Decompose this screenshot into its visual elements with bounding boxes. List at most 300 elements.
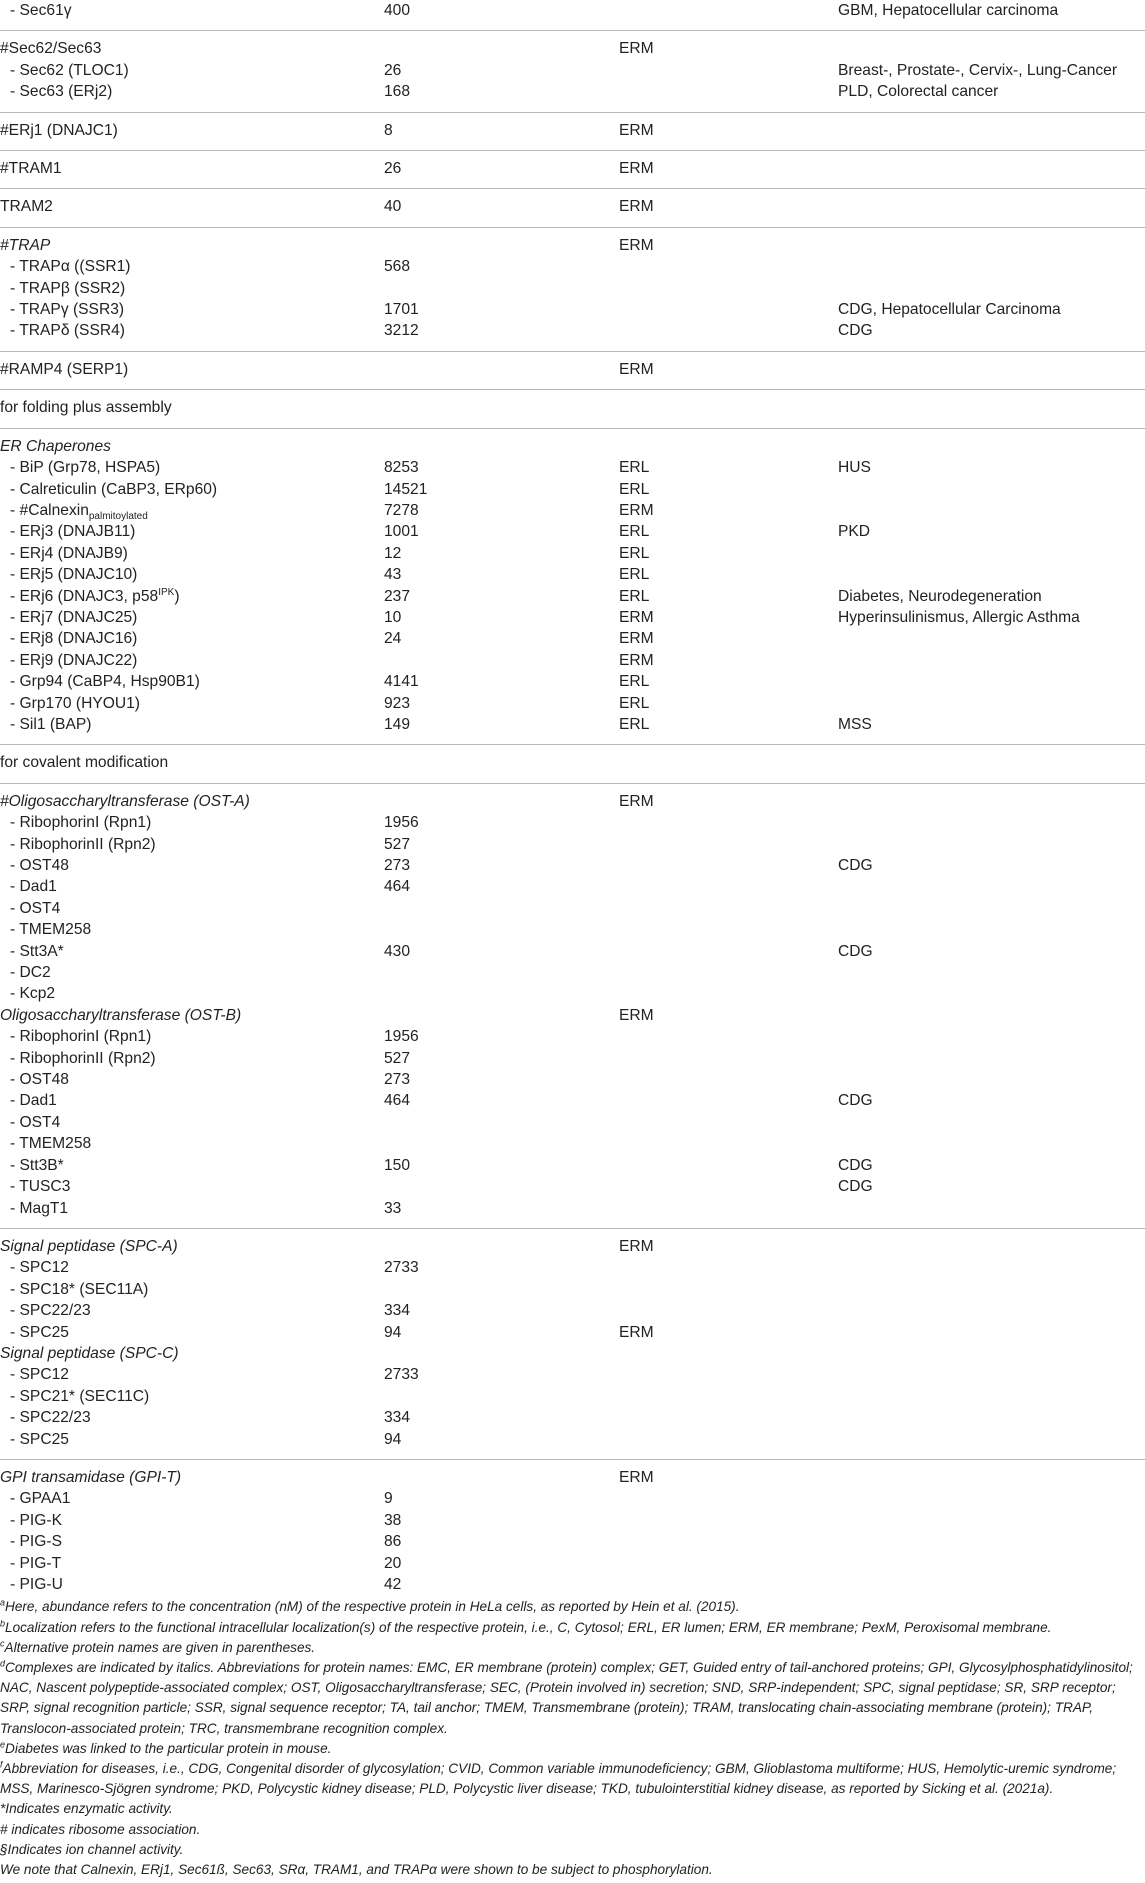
localization-cell — [619, 1176, 838, 1197]
disease-cell — [838, 1553, 1145, 1574]
localization-cell: ERM — [619, 189, 838, 227]
protein-name-cell — [0, 1005, 384, 1026]
protein-name: - Dad1 — [10, 1092, 57, 1110]
abundance-cell: 334 — [384, 1302, 411, 1320]
disease-cell: CDG, Hepatocellular Carcinoma — [838, 301, 1061, 319]
localization-cell: ERM — [619, 630, 654, 648]
disease-cell — [838, 112, 1145, 150]
table-row — [0, 983, 1145, 1004]
footnote — [0, 1820, 1145, 1840]
protein-name: - SPC25 — [10, 1323, 69, 1341]
table-row — [0, 351, 1145, 389]
protein-name-subscript: palmitoylated — [88, 511, 148, 522]
disease-cell — [838, 650, 1145, 671]
localization-cell — [619, 1069, 838, 1090]
disease-cell — [838, 1133, 1145, 1154]
protein-name: - ERj9 (DNAJC22) — [10, 651, 138, 669]
footnote-mark: e — [0, 1739, 6, 1750]
footnote-text: Here, abundance refers to the concentration (nM) of the respective protein in HeLa cells, as reported by Hein et al. (2015). — [5, 1599, 740, 1615]
table-row — [0, 479, 1145, 500]
disease-cell — [838, 500, 1145, 521]
protein-name: - PIG-K — [10, 1511, 62, 1529]
localization-cell — [619, 1488, 838, 1509]
table-row — [0, 1155, 1145, 1176]
table-row — [0, 714, 1145, 745]
protein-name: - RibophorinII (Rpn2) — [10, 1049, 156, 1067]
disease-cell — [838, 1488, 1145, 1509]
footnote — [0, 1638, 1145, 1658]
table-row — [0, 1069, 1145, 1090]
localization-cell — [619, 256, 838, 277]
protein-name-cell — [0, 1343, 384, 1364]
protein-name-cell — [0, 1574, 384, 1595]
disease-cell — [838, 628, 1145, 649]
localization-cell — [619, 919, 838, 940]
footnote — [0, 1739, 1145, 1759]
footnote-text: We note that Calnexin, ERj1, Sec61ß, Sec63, SRα, TRAM1, and TRAPα were shown to be subject to phosphorylation. — [0, 1862, 713, 1878]
table-row — [0, 1228, 1145, 1257]
localization-cell: ERM — [619, 1237, 654, 1255]
protein-name-cell — [0, 1133, 384, 1154]
footnote-text: Localization refers to the functional intracellular localization(s) of the respective protein, i.e., C, Cytosol; ERL, ER lumen; ERM, ER membrane; PexM, Peroxisomal membrane. — [5, 1619, 1052, 1635]
protein-name: - MagT1 — [10, 1199, 69, 1217]
disease-cell: CDG — [838, 1156, 873, 1174]
protein-name-cell — [0, 1531, 384, 1552]
abundance-cell: 568 — [384, 258, 411, 276]
table-row — [0, 1112, 1145, 1133]
disease-cell: Hyperinsulinismus, Allergic Asthma — [838, 608, 1080, 626]
abundance-cell: 10 — [384, 608, 402, 626]
table-row — [0, 607, 1145, 628]
protein-name: - ERj5 (DNAJC10) — [10, 566, 138, 584]
localization-cell: ERL — [619, 673, 650, 691]
protein-name-cell — [0, 479, 384, 500]
table-row — [0, 1429, 1145, 1460]
protein-name: - ERj7 (DNAJC25) — [10, 608, 138, 626]
abundance-cell: 334 — [384, 1409, 411, 1427]
abundance-cell — [384, 783, 619, 812]
abundance-cell — [384, 1005, 619, 1026]
abundance-cell: 33 — [384, 1198, 619, 1229]
table-row — [0, 1133, 1145, 1154]
protein-name: - SPC12 — [10, 1259, 69, 1277]
localization-cell — [619, 1510, 838, 1531]
abundance-cell — [384, 962, 619, 983]
protein-name-cell — [0, 1322, 384, 1343]
protein-name: - Kcp2 — [10, 985, 56, 1003]
protein-name-cell — [0, 1364, 384, 1385]
footnote — [0, 1597, 1145, 1617]
footnote-mark: a — [0, 1597, 6, 1608]
protein-name: - OST4 — [10, 899, 61, 917]
protein-name: - Sec63 (ERj2) — [10, 83, 113, 101]
abundance-cell: 1956 — [384, 1028, 419, 1046]
table-row — [0, 1531, 1145, 1552]
protein-name: - GPAA1 — [10, 1490, 71, 1508]
protein-name-cell — [0, 1026, 384, 1047]
disease-cell — [838, 693, 1145, 714]
disease-cell: PKD — [838, 523, 871, 541]
disease-cell — [838, 189, 1145, 227]
disease-cell: CDG — [838, 1092, 873, 1110]
table-row — [0, 941, 1145, 962]
protein-name: - TMEM258 — [10, 1135, 92, 1153]
disease-cell — [838, 256, 1145, 277]
localization-cell — [619, 1300, 838, 1321]
protein-name-cell — [0, 1407, 384, 1428]
footnote-text: §Indicates ion channel activity. — [0, 1841, 184, 1857]
protein-name: - Stt3B* — [10, 1156, 64, 1174]
abundance-cell: 237 — [384, 587, 411, 605]
abundance-cell — [384, 1133, 619, 1154]
localization-cell — [619, 1553, 838, 1574]
localization-cell: ERL — [619, 459, 650, 477]
disease-cell — [838, 671, 1145, 692]
protein-name-cell — [0, 1553, 384, 1574]
protein-name-cell — [0, 693, 384, 714]
protein-name-cell — [0, 834, 384, 855]
table-row — [0, 628, 1145, 649]
protein-name-cell — [0, 783, 384, 812]
protein-name-cell — [0, 189, 384, 227]
protein-name-cell — [0, 1459, 384, 1488]
protein-name-cell — [0, 428, 384, 457]
disease-cell — [838, 1343, 1145, 1364]
protein-name: - TMEM258 — [10, 921, 92, 939]
disease-cell — [838, 983, 1145, 1004]
footnote-text: Diabetes was linked to the particular protein in mouse. — [5, 1740, 332, 1756]
localization-cell — [619, 1198, 838, 1229]
localization-cell — [619, 962, 838, 983]
disease-cell — [838, 1198, 1145, 1229]
protein-name: - Stt3A* — [10, 942, 64, 960]
table-row — [0, 1510, 1145, 1531]
abundance-cell: 43 — [384, 566, 402, 584]
disease-cell: Breast-, Prostate-, Cervix-, Lung-Cancer — [838, 61, 1118, 79]
localization-cell — [619, 1364, 838, 1385]
table-row — [0, 428, 1145, 457]
protein-name-cell — [0, 1069, 384, 1090]
protein-name-cell — [0, 81, 384, 112]
footnote — [0, 1759, 1145, 1799]
disease-cell — [838, 783, 1145, 812]
protein-name-cell — [0, 1279, 384, 1300]
disease-cell — [838, 834, 1145, 855]
abundance-cell: 8253 — [384, 459, 419, 477]
localization-cell — [619, 1531, 838, 1552]
protein-name-cell — [0, 855, 384, 876]
abundance-cell: 149 — [384, 714, 619, 745]
disease-cell — [838, 876, 1145, 897]
localization-cell — [619, 278, 838, 299]
table-row — [0, 543, 1145, 564]
abundance-cell — [384, 1279, 619, 1300]
localization-cell — [619, 1407, 838, 1428]
abundance-cell: 1701 — [384, 301, 419, 319]
abundance-cell: 1001 — [384, 523, 419, 541]
table-row — [0, 1343, 1145, 1364]
protein-name: - OST48 — [10, 1071, 69, 1089]
localization-cell — [619, 834, 838, 855]
disease-cell — [838, 151, 1145, 189]
table-row — [0, 227, 1145, 256]
disease-cell — [838, 227, 1145, 256]
localization-cell: ERM — [619, 792, 654, 810]
protein-name: Oligosaccharyltransferase (OST-B) — [0, 1006, 242, 1024]
localization-cell — [619, 81, 838, 112]
table-row — [0, 1176, 1145, 1197]
protein-name-cell — [0, 812, 384, 833]
protein-name: - Calreticulin (CaBP3, ERp60) — [10, 480, 218, 498]
abundance-cell — [384, 1459, 619, 1488]
protein-name-cell — [0, 1198, 384, 1229]
table-row — [0, 693, 1145, 714]
localization-cell — [619, 876, 838, 897]
localization-cell — [619, 1279, 838, 1300]
protein-name-cell — [0, 607, 384, 628]
protein-name-cell — [0, 650, 384, 671]
abundance-cell: 527 — [384, 1049, 411, 1067]
disease-cell — [838, 1574, 1145, 1595]
protein-name-cell — [0, 962, 384, 983]
table-row — [0, 564, 1145, 585]
abundance-cell: 24 — [384, 630, 402, 648]
protein-name-cell — [0, 112, 384, 150]
localization-cell — [619, 1048, 838, 1069]
table-row — [0, 671, 1145, 692]
protein-name-cell — [0, 1510, 384, 1531]
protein-name: ER Chaperones — [0, 437, 111, 455]
abundance-cell: 86 — [384, 1533, 402, 1551]
protein-name-cell — [0, 1048, 384, 1069]
localization-cell: ERL — [619, 544, 650, 562]
footnote-mark: d — [0, 1658, 6, 1669]
protein-name: GPI transamidase (GPI-T) — [0, 1468, 182, 1486]
table-row — [0, 500, 1145, 521]
abundance-cell — [384, 1386, 619, 1407]
protein-name-cell — [0, 1228, 384, 1257]
protein-name-cell — [0, 543, 384, 564]
footnote — [0, 1658, 1145, 1739]
disease-cell — [838, 1048, 1145, 1069]
protein-name-cell — [0, 351, 384, 389]
disease-cell — [838, 1386, 1145, 1407]
protein-name: - BiP (Grp78, HSPA5) — [10, 459, 161, 477]
localization-cell — [619, 855, 838, 876]
abundance-cell: 2733 — [384, 1366, 419, 1384]
protein-name: #TRAP — [0, 236, 51, 254]
protein-name-cell — [0, 628, 384, 649]
localization-cell: ERM — [619, 1006, 654, 1024]
localization-cell — [619, 0, 838, 31]
abundance-cell: 150 — [384, 1156, 411, 1174]
footnote-mark: b — [0, 1618, 6, 1629]
abundance-cell — [384, 1112, 619, 1133]
disease-cell — [838, 1279, 1145, 1300]
table-row — [0, 898, 1145, 919]
protein-name: - Grp94 (CaBP4, Hsp90B1) — [10, 673, 200, 691]
localization-cell: ERM — [619, 651, 654, 669]
table-row — [0, 1574, 1145, 1595]
protein-name-cell — [0, 278, 384, 299]
protein-name: - TRAPβ (SSR2) — [10, 279, 126, 297]
protein-name-cell — [0, 60, 384, 81]
protein-name: - SPC22/23 — [10, 1302, 91, 1320]
abundance-cell: 14521 — [384, 480, 428, 498]
abundance-cell: 20 — [384, 1554, 402, 1572]
protein-name-cell — [0, 1429, 384, 1460]
disease-cell — [838, 278, 1145, 299]
protein-name: - Dad1 — [10, 878, 57, 896]
disease-cell: CDG — [838, 942, 873, 960]
abundance-cell: 2733 — [384, 1259, 419, 1277]
table-row — [0, 457, 1145, 478]
table-row — [0, 1005, 1145, 1026]
footnote-text: Abbreviation for diseases, i.e., CDG, Congenital disorder of glycosylation; CVID, Common variable immunodeficiency; GBM, Glioblastoma multiforme; HUS, Hemolytic-uremic syndrome; MSS, Marinesco-Sjögren syndrome; PKD, Polycystic kidney disease; PLD, Polycystic liver disease; TKD, tubulointerstitial kidney disease, as reported by Sicking et al. (2021a). — [0, 1761, 1117, 1797]
localization-cell — [619, 1429, 838, 1460]
localization-cell: ERL — [619, 714, 838, 745]
disease-cell — [838, 351, 1145, 389]
abundance-cell: 1956 — [384, 814, 419, 832]
abundance-cell: 273 — [384, 857, 411, 874]
table-row — [0, 1026, 1145, 1047]
protein-name-cell — [0, 1300, 384, 1321]
protein-name-cell — [0, 299, 384, 320]
protein-name: - ERj6 (DNAJC3, p58 — [10, 587, 159, 605]
localization-cell: ERM — [619, 236, 654, 254]
localization-cell: ERM — [619, 40, 654, 58]
protein-name-cell — [0, 1090, 384, 1111]
protein-name: - Sec61γ — [10, 2, 72, 19]
table-row — [0, 1048, 1145, 1069]
protein-name: - SPC22/23 — [10, 1409, 91, 1427]
abundance-cell: 94 — [384, 1323, 402, 1341]
protein-name: - ERj3 (DNAJB11) — [10, 523, 136, 541]
disease-cell: PLD, Colorectal cancer — [838, 81, 1145, 112]
disease-cell — [838, 1228, 1145, 1257]
table-row — [0, 256, 1145, 277]
disease-cell — [838, 1459, 1145, 1488]
disease-cell — [838, 1257, 1145, 1278]
protein-name: - PIG-S — [10, 1533, 62, 1551]
protein-name: - ERj8 (DNAJC16) — [10, 630, 138, 648]
table-row — [0, 112, 1145, 150]
disease-cell — [838, 1429, 1145, 1460]
table-row — [0, 299, 1145, 320]
localization-cell: ERM — [619, 1323, 654, 1341]
section-header-row — [0, 390, 1145, 428]
localization-cell — [619, 1090, 838, 1111]
table-row — [0, 31, 1145, 60]
section-label: for folding plus assembly — [0, 390, 1145, 428]
localization-cell: ERL — [619, 523, 650, 541]
disease-cell — [838, 543, 1145, 564]
abundance-cell — [384, 31, 619, 60]
table-row — [0, 1386, 1145, 1407]
protein-name-cell — [0, 564, 384, 585]
disease-cell — [838, 1531, 1145, 1552]
table-row — [0, 876, 1145, 897]
localization-cell: ERL — [619, 694, 650, 712]
protein-name-cell — [0, 671, 384, 692]
localization-cell: ERL — [619, 587, 650, 605]
localization-cell — [619, 60, 838, 81]
disease-cell — [838, 898, 1145, 919]
localization-cell: ERL — [619, 480, 650, 498]
table-row — [0, 855, 1145, 876]
table-row — [0, 521, 1145, 542]
abundance-cell — [384, 1228, 619, 1257]
protein-name-cell — [0, 898, 384, 919]
localization-cell — [619, 1386, 838, 1407]
disease-cell — [838, 962, 1145, 983]
disease-cell: GBM, Hepatocellular carcinoma — [838, 0, 1145, 31]
protein-name-cell — [0, 941, 384, 962]
disease-cell: CDG — [838, 320, 1145, 351]
table-row — [0, 278, 1145, 299]
protein-name: - PIG-T — [10, 1554, 62, 1572]
abundance-cell: 273 — [384, 1071, 411, 1089]
table-row — [0, 919, 1145, 940]
protein-name-cell — [0, 320, 384, 351]
protein-name-cell — [0, 919, 384, 940]
table-row — [0, 1553, 1145, 1574]
abundance-cell — [384, 983, 619, 1004]
protein-name-cell — [0, 1176, 384, 1197]
disease-cell: Diabetes, Neurodegeneration — [838, 587, 1042, 605]
protein-name-cell — [0, 714, 384, 745]
protein-name-cell — [0, 586, 384, 607]
localization-cell: ERM — [619, 351, 838, 389]
table-row — [0, 1459, 1145, 1488]
abundance-cell: 12 — [384, 544, 402, 562]
protein-name: - TRAPγ (SSR3) — [10, 301, 125, 319]
table-row — [0, 783, 1145, 812]
disease-cell — [838, 31, 1145, 60]
table-row — [0, 81, 1145, 112]
disease-cell — [838, 1322, 1145, 1343]
disease-cell — [838, 1069, 1145, 1090]
protein-name-cell — [0, 1112, 384, 1133]
protein-name: - SPC21* (SEC11C) — [10, 1387, 150, 1405]
table-row — [0, 1488, 1145, 1509]
footnote-text: *Indicates enzymatic activity. — [0, 1801, 173, 1817]
protein-name: Signal peptidase (SPC-A) — [0, 1237, 178, 1255]
protein-name: - Sec62 (TLOC1) — [10, 61, 129, 79]
abundance-cell — [384, 428, 619, 457]
abundance-cell: 400 — [384, 0, 619, 31]
table-row — [0, 834, 1145, 855]
disease-cell: HUS — [838, 459, 871, 477]
disease-cell — [838, 1510, 1145, 1531]
table-row — [0, 1300, 1145, 1321]
protein-name-cell — [0, 0, 384, 31]
localization-cell — [619, 812, 838, 833]
footnote-text: Complexes are indicated by italics. Abbreviations for protein names: EMC, ER membrane (protein) complex; GET, Guided entry of tail-anchored proteins; GPI, Glycosylphosphatidylinositol; NAC, Nascent polypeptide-associated complex; OST, Oligosaccharyltransferase; SEC, (Protein involved in) secretion; SND, SRP-independent; SPC, signal peptidase; SR, SRP receptor; SRP, signal recognition particle; SSR, signal sequence receptor; TA, tail anchor; TMEM, Transmembrane (protein); TRAM, translocating chain-associating membrane (protein); TRAP, Translocon-associated protein; TRC, transmembrane recognition complex. — [0, 1660, 1133, 1736]
table-row — [0, 1279, 1145, 1300]
abundance-cell: 94 — [384, 1429, 619, 1460]
protein-name-suffix: ) — [174, 587, 180, 605]
protein-name: - SPC18* (SEC11A) — [10, 1280, 149, 1298]
protein-name: - TUSC3 — [10, 1178, 71, 1196]
protein-name: #RAMP4 (SERP1) — [0, 360, 129, 378]
protein-name: #ERj1 (DNAJC1) — [0, 121, 118, 139]
table-row — [0, 1090, 1145, 1111]
protein-name: - TRAPδ (SSR4) — [10, 322, 125, 340]
abundance-cell: 40 — [384, 189, 619, 227]
protein-name: TRAM2 — [0, 198, 53, 216]
abundance-cell: 3212 — [384, 320, 619, 351]
